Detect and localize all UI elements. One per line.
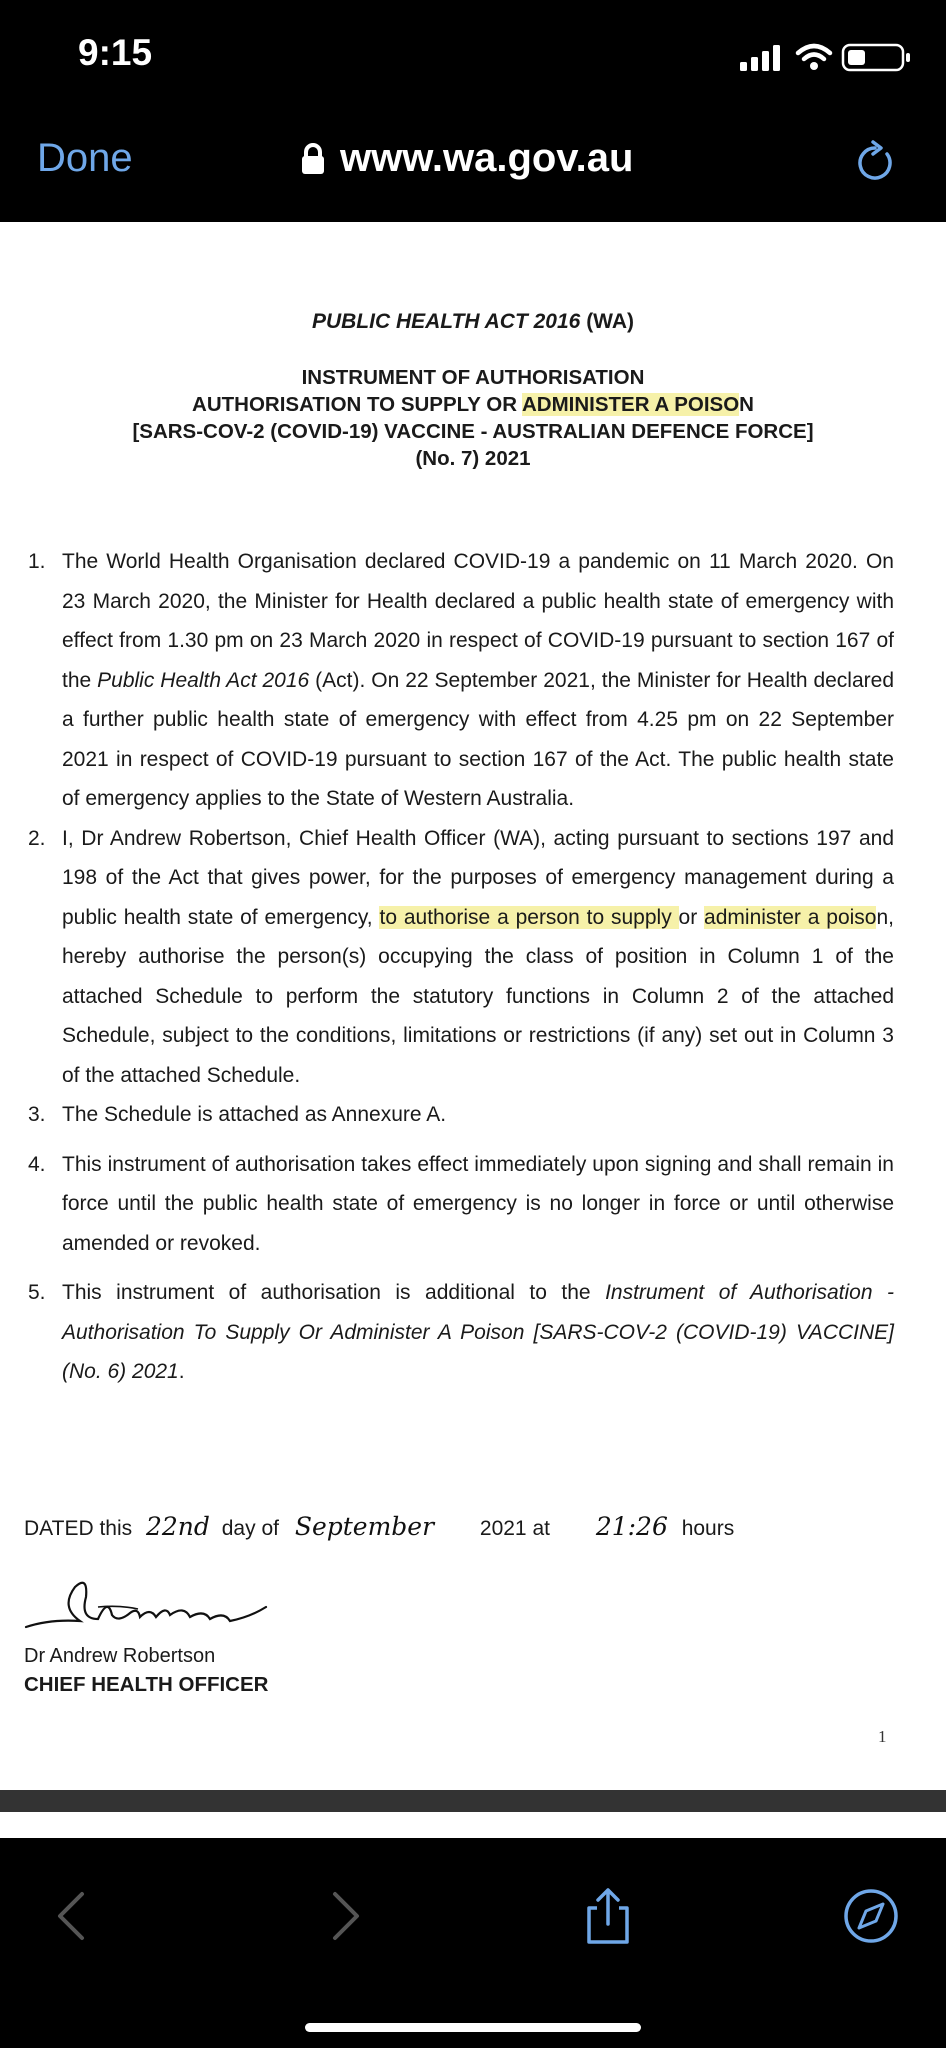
signatory-name: Dr Andrew Robertson (24, 1645, 216, 1667)
signature (20, 1567, 320, 1647)
home-indicator[interactable] (305, 2023, 641, 2032)
list-item: 3. The Schedule is attached as Annexure A. (28, 1103, 447, 1126)
cellular-signal-icon (738, 42, 788, 72)
handwritten-time: 21:26 (595, 1512, 668, 1541)
status-time: 9:15 (78, 32, 153, 73)
list-item: 5. This instrument of authorisation is additional to the Instrument of Authorisation - Authorisation To Supply Or Administer A Poison [SARS-COV-2 (COVID-19) VACCINE] (No. 6) 2021. (28, 1281, 894, 1383)
status-bar (0, 0, 946, 110)
handwritten-day: 22nd (145, 1512, 210, 1541)
url-text: www.wa.gov.au (340, 136, 634, 180)
highlight: to authorise a person to supply (379, 905, 679, 929)
list-item: 2. I, Dr Andrew Robertson, Chief Health Officer (WA), acting pursuant to sections 197 and 198 of the Act that gives power, for the purposes of emergency management during a public health state of emergency, to authorise a person to supply or administer a poison, hereby authorise the person(s) occupying the class of position in Column 1 of the attached Schedule to perform the statutory functions in Column 2 of the attached Schedule, subject to the conditions, limitations or restrictions (if any) set out in Column 3 of the attached Schedule. (28, 826, 894, 1087)
clauses-list (24, 542, 894, 1392)
battery-icon (841, 42, 915, 72)
signatory-title: CHIEF HEALTH OFFICER (24, 1673, 269, 1696)
handwritten-month: September (294, 1512, 435, 1541)
browser-toolbar (0, 1838, 946, 2048)
done-button[interactable]: Done (37, 136, 133, 180)
reload-icon[interactable] (852, 140, 898, 186)
forward-icon[interactable] (313, 1886, 373, 1946)
instrument-heading: INSTRUMENT OF AUTHORISATION AUTHORISATION TO SUPPLY OR ADMINISTER A POISON [SARS-COV-2 (COVID-19) VACCINE - AUSTRALIAN DEFENCE FORCE] (No. 7) 2021 (132, 366, 814, 470)
wifi-icon (794, 42, 834, 72)
list-item: 4. This instrument of authorisation takes effect immediately upon signing and shall remain in force until the public health state of emergency is no longer in force or until otherwise amended or revoked. (28, 1152, 894, 1255)
document-page (0, 222, 946, 1790)
page-separator (0, 1790, 946, 1812)
status-icons (738, 42, 918, 72)
dated-line: DATED this 22nd day of September 2021 at 21:26 hours (24, 1512, 735, 1541)
back-icon[interactable] (44, 1886, 104, 1946)
highlight: ADMINISTER A POISO (521, 393, 740, 416)
list-item: 1. The World Health Organisation declared COVID-19 a pandemic on 11 March 2020. On 23 March 2020, the Minister for Health declared a public health state of emergency with effect from 1.30 pm on 23 March 2020 in respect of COVID-19 pursuant to section 167 of the Public Health Act 2016 (Act). On 22 September 2021, the Minister for Health declared a further public health state of emergency with effect from 4.25 pm on 22 September 2021 in respect of COVID-19 pursuant to section 167 of the Act. The public health state of emergency applies to the State of Western Australia. (28, 550, 895, 810)
lock-icon (300, 142, 326, 176)
url-display[interactable] (300, 136, 633, 181)
page-number: 1 (878, 1727, 887, 1746)
highlight: administer a poiso (704, 905, 877, 929)
next-page-edge (0, 1812, 946, 1838)
act-title: PUBLIC HEALTH ACT 2016 (WA) (311, 310, 635, 333)
share-icon[interactable] (578, 1886, 638, 1946)
compass-icon[interactable] (841, 1886, 901, 1946)
browser-navbar (0, 110, 946, 222)
